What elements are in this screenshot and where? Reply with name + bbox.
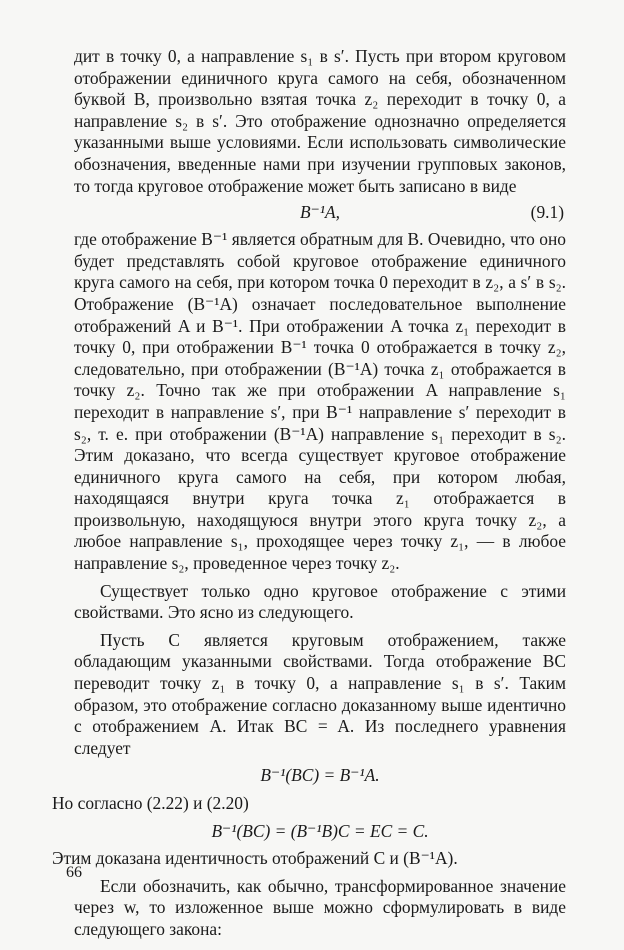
paragraph-6: Этим доказана идентичность отображений C и (B⁻¹A). [52, 848, 458, 869]
paragraph-1: дит в точку 0, а направление s₁ в s′. Пусть при втором круговом отображении единичного круга самого на себя, обозначенном буквой B, произвольно взятая точка z₂ переходит в точку 0, а направление s₂ в s′. Это отображение однозначно определяется указанными выше условиями. Если использовать символические обозначения, введенные нами при изучении групповых законов, то тогда круговое отображение может быть записано в виде [74, 46, 566, 196]
page-body [52, 46, 566, 941]
equation-2: B⁻¹(BC) = B⁻¹A. [260, 765, 380, 786]
equation-9-1 [74, 199, 566, 227]
paragraph-4: Пусть C является круговым отображением, также обладающим указанными свойствами. Тогда отображение BC переводит точку z₁ в точку 0, а направление s₁ в s′. Таким образом, это отображение согласно доказанному выше идентично с отображением A. Итак BC = A. Из последнего уравнения следует [74, 629, 566, 758]
page-number: 66 [66, 864, 82, 881]
equation-3: B⁻¹(BC) = (B⁻¹B)C = EC = C. [211, 820, 429, 841]
paragraph-2: где отображение B⁻¹ является обратным для B. Очевидно, что оно будет представлять собой круговое отображение единичного круга самого на себя, при котором точка 0 переходит в z₂, а s′ в s₂. Отображение (B⁻¹A) означает последовательное выполнение отображений A и B⁻¹. При отображении A точка z₁ переходит в точку 0, при отображении B⁻¹ точка 0 отображается в точку z₂, следовательно, при отображении (B⁻¹A) точка z₁ отображается в точку z₂. Точно так же при отображении A направление s₁ переходит в направление s′, при B⁻¹ направление s′ переходит в s₂, т. е. при отображении (B⁻¹A) направление s₁ переходит в s₂. Этим доказано, что всегда существует круговое отображение единичного круга самого на себя, при котором любая, находящаяся внутри круга точка z₁ отображается в произвольную, находящуюся внутри этого круга точку z₂, а любое направление s₁, проходящее через точку z₁, — в любое направление s₂, проведенное через точку z₂. [74, 229, 566, 574]
paragraph-5: Но согласно (2.22) и (2.20) [52, 793, 249, 813]
equation-9-1-formula: B⁻¹A, [300, 202, 340, 223]
paragraph-7: Если обозначить, как обычно, трансформированное значение через w, то изложенное выше можно сформулировать в виде следующего закона: [74, 875, 566, 939]
paragraph-3: Существует только одно круговое отображение с этими свойствами. Это ясно из следующего. [74, 580, 566, 623]
equation-9-1-number: (9.1) [530, 202, 564, 223]
